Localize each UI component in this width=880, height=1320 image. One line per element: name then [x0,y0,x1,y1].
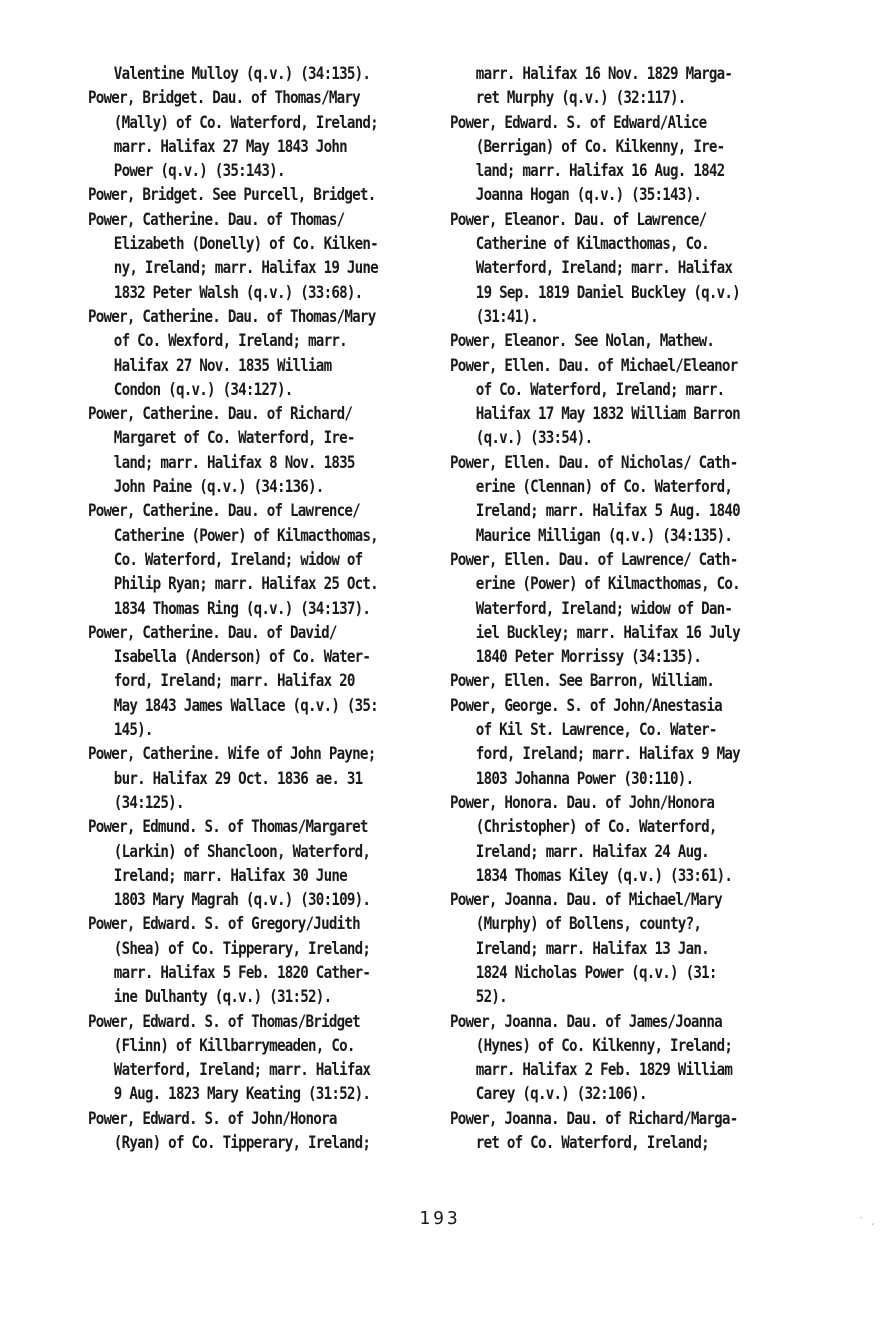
entry-continuation-line: of Kil St. Lawrence, Co. Water- [475,720,717,740]
entry-continuation-line: marr. Halifax 16 Nov. 1829 Marga- [475,64,733,83]
entry-continuation-line: land; marr. Halifax 16 Aug. 1842 [475,161,725,181]
entry-continuation-line: ret of Co. Waterford, Ireland; [475,1133,709,1153]
entry-continuation-line: Ireland; marr. Halifax 24 Aug. [475,841,709,861]
entry-continuation-line: (Mally) of Co. Waterford, Ireland; [113,112,378,132]
entry-continuation-line: marr. Halifax 5 Feb. 1820 Cather- [113,962,371,982]
entry-continuation-line: 145). [113,720,153,740]
entry-heading-line: Power, Ellen. Dau. of Michael/Eleanor [450,355,738,375]
entry-continuation-line: 1832 Peter Walsh (q.v.) (33:68). [113,282,363,302]
entry-continuation-line: (Ryan) of Co. Tipperary, Ireland; [113,1133,371,1153]
entry-heading-line: Power, Catherine. Dau. of Richard/ [88,404,353,424]
entry-continuation-line: 52). [475,987,507,1007]
entry-continuation-line: (Larkin) of Shancloon, Waterford, [113,841,371,861]
entry-heading-line: Power, Catherine. Dau. of David/ [88,622,337,642]
left-column [88,62,448,1155]
entry-continuation-line: 1834 Thomas Ring (q.v.) (34:137). [113,598,371,618]
entry-continuation-line: 1803 Mary Magrah (q.v.) (30:109). [113,890,371,910]
entry-continuation-line: marr. Halifax 27 May 1843 John [113,136,347,156]
entry-continuation-line: John Paine (q.v.) (34:136). [113,477,324,497]
entry-continuation-line: Catherine of Kilmacthomas, Co. [475,234,709,254]
entry-continuation-line: Catherine (Power) of Kilmacthomas, [113,525,378,545]
entry-continuation-line: Isabella (Anderson) of Co. Water- [113,647,371,667]
entry-heading-line: Power, Eleanor. See Nolan, Mathew. [450,331,715,351]
entry-continuation-line: Ireland; marr. Halifax 5 Aug. 1840 [475,501,740,521]
entry-continuation-line: 19 Sep. 1819 Daniel Buckley (q.v.) [475,282,740,302]
entry-continuation-line: Halifax 17 May 1832 William Barron [475,404,740,424]
entry-continuation-line: Halifax 27 Nov. 1835 William [113,355,332,375]
entry-continuation-line: May 1843 James Wallace (q.v.) (35: [113,695,378,715]
entry-heading-line: Power, Catherine. Wife of John Payne; [88,744,376,764]
entry-continuation-line: 1803 Johanna Power (30:110). [475,768,694,788]
entry-continuation-line: Carey (q.v.) (32:106). [475,1084,647,1104]
entry-heading-line: Power, George. S. of John/Anestasia [450,695,722,715]
entry-continuation-line: Margaret of Co. Waterford, Ire- [113,428,355,448]
entry-continuation-line: 1834 Thomas Kiley (q.v.) (33:61). [475,865,733,885]
entry-heading-line: Power, Bridget. See Purcell, Bridget. [88,185,376,205]
entry-continuation-line: (Shea) of Co. Tipperary, Ireland; [113,938,371,958]
entry-continuation-line: Philip Ryan; marr. Halifax 25 Oct. [113,574,378,594]
entry-continuation-line: of Co. Wexford, Ireland; marr. [113,331,347,351]
entry-continuation-line: (Christopher) of Co. Waterford, [475,817,717,837]
entry-continuation-line: marr. Halifax 2 Feb. 1829 William [475,1060,733,1080]
entry-heading-line: Power, Edward. S. of Gregory/Judith [88,914,360,934]
entry-continuation-line: Power (q.v.) (35:143). [113,161,285,181]
entry-heading-line: Power, Honora. Dau. of John/Honora [450,792,715,812]
entry-continuation-line: land; marr. Halifax 8 Nov. 1835 [113,452,355,472]
entry-continuation-line: Ireland; marr. Halifax 30 June [113,865,347,885]
entry-continuation-line: Waterford, Ireland; widow of Dan- [475,598,733,618]
entry-continuation-line: (q.v.) (33:54). [475,428,593,448]
page-number: 193 [419,1208,461,1229]
right-column [450,62,810,1155]
entry-heading-line: Power, Ellen. Dau. of Lawrence/ Cath- [450,549,738,569]
entry-continuation-line: Ireland; marr. Halifax 13 Jan. [475,938,709,958]
entry-continuation-line: Condon (q.v.) (34:127). [113,379,293,399]
entry-continuation-line: ny, Ireland; marr. Halifax 19 June [113,258,378,278]
entry-continuation-line: (Berrigan) of Co. Kilkenny, Ire- [475,136,725,156]
entry-heading-line: Power, Edmund. S. of Thomas/Margaret [88,817,368,837]
scan-mark: ˑ ˏ [858,1214,877,1225]
entry-continuation-line: (31:41). [475,306,538,326]
entry-continuation-line: of Co. Waterford, Ireland; marr. [475,379,725,399]
entry-continuation-line: Elizabeth (Donelly) of Co. Kilken- [113,234,378,254]
entry-continuation-line: ret Murphy (q.v.) (32:117). [475,88,686,108]
entry-heading-line: Power, Edward. S. of Edward/Alice [450,112,707,132]
entry-heading-line: Power, Catherine. Dau. of Thomas/Mary [88,306,376,326]
entry-heading-line: Power, Eleanor. Dau. of Lawrence/ [450,209,707,229]
entry-continuation-line: Valentine Mulloy (q.v.) (34:135). [113,64,371,83]
entry-continuation-line: (Flinn) of Killbarrymeaden, Co. [113,1035,355,1055]
entry-heading-line: Power, Bridget. Dau. of Thomas/Mary [88,88,360,108]
entry-continuation-line: ford, Ireland; marr. Halifax 9 May [475,744,740,764]
entry-heading-line: Power, Edward. S. of Thomas/Bridget [88,1011,360,1031]
entry-continuation-line: Maurice Milligan (q.v.) (34:135). [475,525,733,545]
entry-heading-line: Power, Joanna. Dau. of Michael/Mary [450,890,722,910]
entry-continuation-line: (Hynes) of Co. Kilkenny, Ireland; [475,1035,733,1055]
entry-continuation-line: Waterford, Ireland; marr. Halifax [475,258,733,278]
entry-continuation-line: 1840 Peter Morrissy (34:135). [475,647,702,667]
entry-continuation-line: (Murphy) of Bollens, county?, [475,914,702,934]
entry-heading-line: Power, Ellen. Dau. of Nicholas/ Cath- [450,452,738,472]
entry-continuation-line: ine Dulhanty (q.v.) (31:52). [113,987,332,1007]
entry-continuation-line: (34:125). [113,792,184,812]
entry-continuation-line: erine (Clennan) of Co. Waterford, [475,477,733,497]
entry-continuation-line: ford, Ireland; marr. Halifax 20 [113,671,355,691]
entry-heading-line: Power, Catherine. Dau. of Lawrence/ [88,501,360,521]
entry-continuation-line: iel Buckley; marr. Halifax 16 July [475,622,740,642]
entry-continuation-line: 9 Aug. 1823 Mary Keating (31:52). [113,1084,371,1104]
entry-heading-line: Power, Joanna. Dau. of Richard/Marga- [450,1108,738,1128]
entry-continuation-line: bur. Halifax 29 Oct. 1836 ae. 31 [113,768,363,788]
entry-heading-line: Power, Edward. S. of John/Honora [88,1108,337,1128]
entry-heading-line: Power, Joanna. Dau. of James/Joanna [450,1011,722,1031]
entry-continuation-line: Co. Waterford, Ireland; widow of [113,549,363,569]
entry-continuation-line: Waterford, Ireland; marr. Halifax [113,1060,371,1080]
entry-heading-line: Power, Catherine. Dau. of Thomas/ [88,209,345,229]
entry-continuation-line: Joanna Hogan (q.v.) (35:143). [475,185,702,205]
entry-continuation-line: 1824 Nicholas Power (q.v.) (31: [475,962,717,982]
entry-continuation-line: erine (Power) of Kilmacthomas, Co. [475,574,740,594]
entry-heading-line: Power, Ellen. See Barron, William. [450,671,715,691]
